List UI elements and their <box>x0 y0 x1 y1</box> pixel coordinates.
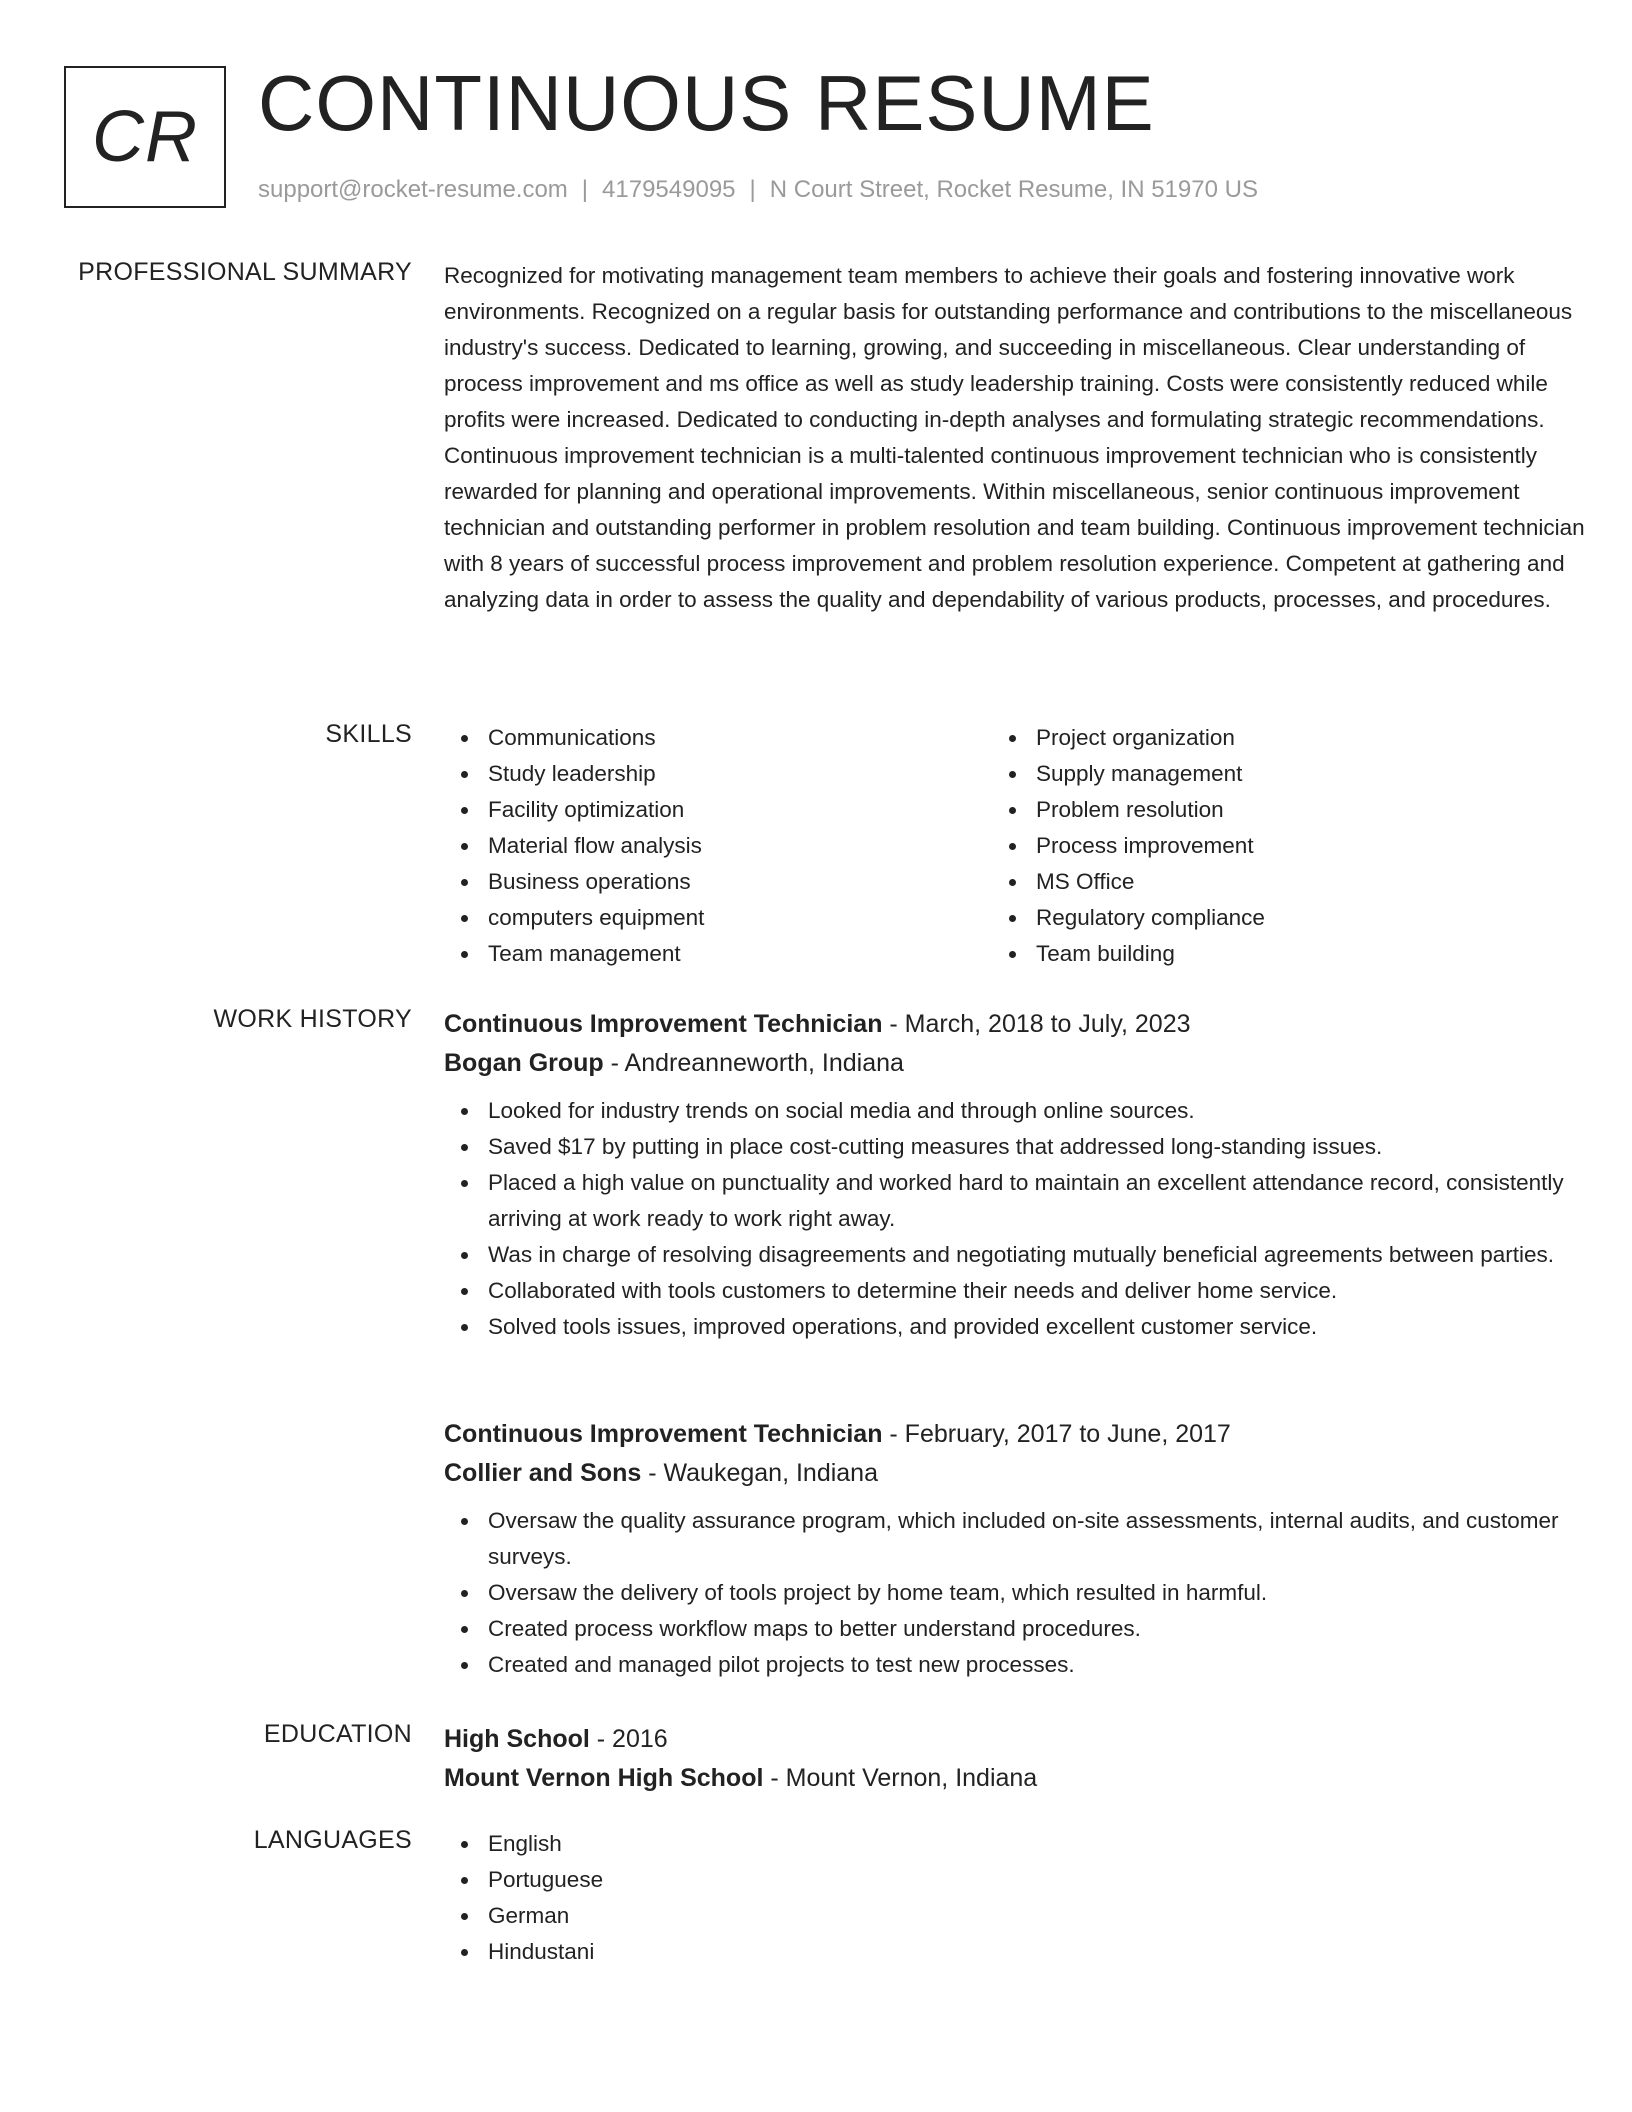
job-title: Continuous Improvement Technician <box>444 1420 883 1448</box>
skill-item: Project organization <box>992 720 1540 756</box>
skill-item: Team management <box>444 936 992 972</box>
job-duty-item: Was in charge of resolving disagreements and negotiating mutually beneficial agreements between parties. <box>444 1237 1604 1273</box>
section-label-work: WORK HISTORY <box>213 1005 412 1033</box>
job-duty-item: Placed a high value on punctuality and worked hard to maintain an excellent attendance record, consistently arriving at work ready to work right away. <box>444 1165 1604 1237</box>
contact-line <box>258 176 1258 204</box>
job-title-line <box>444 1415 1604 1453</box>
contact-separator: | <box>749 176 756 203</box>
skill-item: MS Office <box>992 864 1540 900</box>
job-duties-list <box>444 1503 1604 1683</box>
section-label-skills: SKILLS <box>325 720 412 748</box>
job-title: Continuous Improvement Technician <box>444 1010 883 1038</box>
skill-item: Communications <box>444 720 992 756</box>
languages-list <box>444 1826 1604 1970</box>
school-location: - Mount Vernon, Indiana <box>763 1764 1038 1792</box>
monogram-initials: CR <box>92 97 198 177</box>
job-duty-item: Collaborated with tools customers to determine their needs and deliver home service. <box>444 1273 1604 1309</box>
skill-item: computers equipment <box>444 900 992 936</box>
language-item: English <box>444 1826 1604 1862</box>
contact-email: support@rocket-resume.com <box>258 176 568 203</box>
job-duties-list <box>444 1093 1604 1345</box>
job-duty-item: Oversaw the delivery of tools project by home team, which resulted in harmful. <box>444 1575 1604 1611</box>
job-entry <box>444 1005 1604 1345</box>
language-item: German <box>444 1898 1604 1934</box>
job-duty-item: Created process workflow maps to better understand procedures. <box>444 1611 1604 1647</box>
job-duty-item: Saved $17 by putting in place cost-cutting measures that addressed long-standing issues. <box>444 1129 1604 1165</box>
skill-item: Regulatory compliance <box>992 900 1540 936</box>
job-duty-item: Created and managed pilot projects to test new processes. <box>444 1647 1604 1683</box>
job-duty-item: Looked for industry trends on social media and through online sources. <box>444 1093 1604 1129</box>
section-label-summary: PROFESSIONAL SUMMARY <box>78 258 412 286</box>
school-line <box>444 1758 1604 1798</box>
skill-item: Business operations <box>444 864 992 900</box>
skills-list-left <box>444 720 992 972</box>
languages-content <box>444 1826 1604 1970</box>
education-entry <box>444 1720 1604 1798</box>
section-label-languages: LANGUAGES <box>253 1826 412 1854</box>
employer-name: Bogan Group <box>444 1049 604 1077</box>
section-label-education: EDUCATION <box>263 1720 412 1748</box>
employer-line <box>444 1043 1604 1083</box>
resume-header <box>64 59 1568 210</box>
job-entry <box>444 1415 1604 1683</box>
skill-item: Material flow analysis <box>444 828 992 864</box>
contact-phone: 4179549095 <box>602 176 736 203</box>
job-title-line <box>444 1005 1604 1043</box>
degree: High School <box>444 1725 590 1753</box>
skill-item: Study leadership <box>444 756 992 792</box>
employer-line <box>444 1453 1604 1493</box>
contact-address: N Court Street, Rocket Resume, IN 51970 US <box>769 176 1258 203</box>
skills-list-right <box>992 720 1540 972</box>
skill-item: Team building <box>992 936 1540 972</box>
job-duty-item: Oversaw the quality assurance program, which included on-site assessments, internal audits, and customer surveys. <box>444 1503 1604 1575</box>
skills-grid <box>444 720 1604 972</box>
employer-location: - Waukegan, Indiana <box>641 1459 878 1487</box>
language-item: Portuguese <box>444 1862 1604 1898</box>
job-dates: - March, 2018 to July, 2023 <box>882 1010 1191 1038</box>
contact-separator: | <box>581 176 589 203</box>
job-duty-item: Solved tools issues, improved operations, and provided excellent customer service. <box>444 1309 1604 1345</box>
summary-text: Recognized for motivating management team members to achieve their goals and fostering innovative work environments. Recognized on a regular basis for outstanding performance and contributions to the miscellaneous industry's success. Dedicated to learning, growing, and succeeding in miscellaneous. Clear understanding of process improvement and ms office as well as study leadership training. Costs were consistently reduced while profits were increased. Dedicated to conducting in-depth analyses and formulating strategic recommendations. Continuous improvement technician is a multi-talented continuous improvement technician who is consistently rewarded for planning and operational improvements. Within miscellaneous, senior continuous improvement technician and outstanding performer in problem resolution and team building. Continuous improvement technician with 8 years of successful process improvement and problem resolution experience. Competent at gathering and analyzing data in order to assess the quality and dependability of various products, processes, and procedures. <box>444 263 1585 612</box>
school-name: Mount Vernon High School <box>444 1764 764 1792</box>
monogram-box <box>64 66 226 208</box>
degree-line <box>444 1720 1604 1758</box>
candidate-name: CONTINUOUS RESUME <box>258 59 1155 147</box>
employer-location: - Andreanneworth, Indiana <box>603 1049 904 1077</box>
skill-item: Problem resolution <box>992 792 1540 828</box>
graduation-year: - 2016 <box>589 1725 668 1753</box>
employer-name: Collier and Sons <box>444 1459 642 1487</box>
language-item: Hindustani <box>444 1934 1604 1970</box>
skill-item: Supply management <box>992 756 1540 792</box>
job-dates: - February, 2017 to June, 2017 <box>882 1420 1231 1448</box>
skill-item: Facility optimization <box>444 792 992 828</box>
skill-item: Process improvement <box>992 828 1540 864</box>
